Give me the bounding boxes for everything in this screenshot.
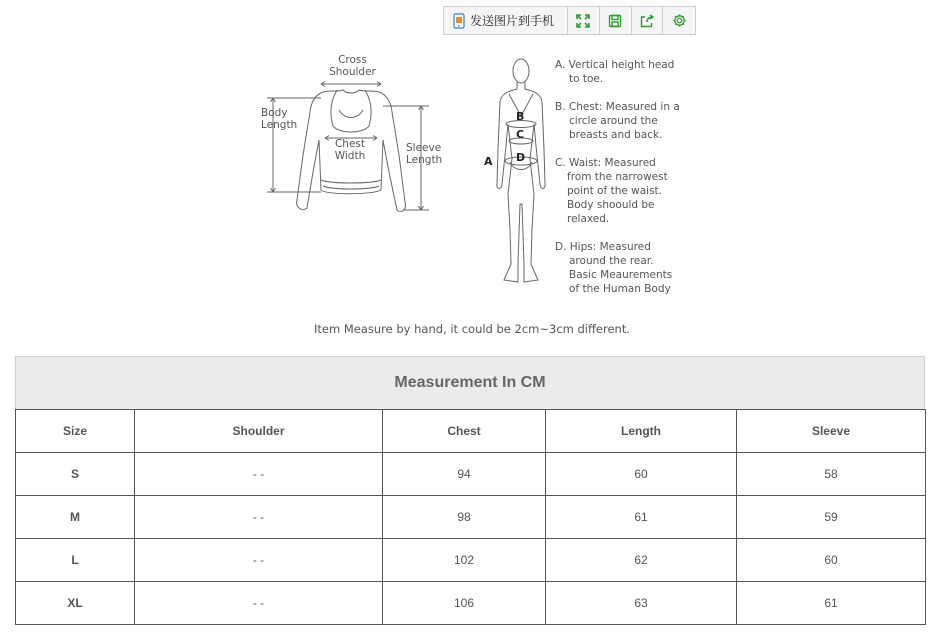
marker-b: B	[516, 110, 525, 123]
cell-length: 61	[546, 496, 737, 539]
table-row	[16, 496, 926, 539]
cell-sleeve: 61	[737, 582, 926, 625]
description-a: A. Vertical height head to toe.	[555, 59, 675, 85]
measure-note: Item Measure by hand, it could be 2cm~3cm different.	[313, 322, 631, 336]
table-row	[16, 582, 926, 625]
cell-sleeve: 59	[737, 496, 926, 539]
header-length: Length	[546, 410, 737, 453]
header-shoulder: Shoulder	[135, 410, 383, 453]
cell-length: 62	[546, 539, 737, 582]
marker-a: A	[484, 155, 493, 168]
measurement-table	[15, 356, 925, 625]
marker-c: C	[516, 128, 525, 141]
table-row	[16, 539, 926, 582]
table-row	[16, 453, 926, 496]
size-table	[15, 409, 926, 625]
description-b: B. Chest: Measured in a circle around the breasts and back.	[555, 101, 680, 141]
cell-chest: 98	[383, 496, 546, 539]
marker-d: D	[516, 151, 526, 164]
header-size: Size	[16, 410, 135, 453]
cell-shoulder: - -	[135, 453, 383, 496]
cell-shoulder: - -	[135, 582, 383, 625]
cell-length: 63	[546, 582, 737, 625]
cell-size: L	[16, 539, 135, 582]
sleeve-length-label: Sleeve Length	[406, 142, 443, 166]
cell-chest: 94	[383, 453, 546, 496]
cell-chest: 102	[383, 539, 546, 582]
cell-size: XL	[16, 582, 135, 625]
human-body-drawing	[492, 54, 552, 286]
cell-sleeve: 60	[737, 539, 926, 582]
cell-size: S	[16, 453, 135, 496]
send-to-phone-label: 发送图片到手机	[470, 14, 555, 28]
table-title: Measurement In CM	[15, 356, 925, 409]
cell-size: M	[16, 496, 135, 539]
cell-length: 60	[546, 453, 737, 496]
cross-shoulder-label: Cross Shoulder	[329, 54, 376, 78]
cell-shoulder: - -	[135, 539, 383, 582]
body-length-label: Body Length	[261, 107, 298, 131]
chest-width-label: Chest Width	[334, 138, 366, 162]
cell-shoulder: - -	[135, 496, 383, 539]
cell-chest: 106	[383, 582, 546, 625]
header-sleeve: Sleeve	[737, 410, 926, 453]
description-c: C. Waist: Measured from the narrowest point of the waist. Body shoould be relaxed.	[555, 157, 668, 225]
header-chest: Chest	[383, 410, 546, 453]
cell-sleeve: 58	[737, 453, 926, 496]
description-d: D. Hips: Measured around the rear. Basic Meaurements of the Human Body	[555, 241, 673, 295]
table-header-row	[16, 410, 926, 453]
